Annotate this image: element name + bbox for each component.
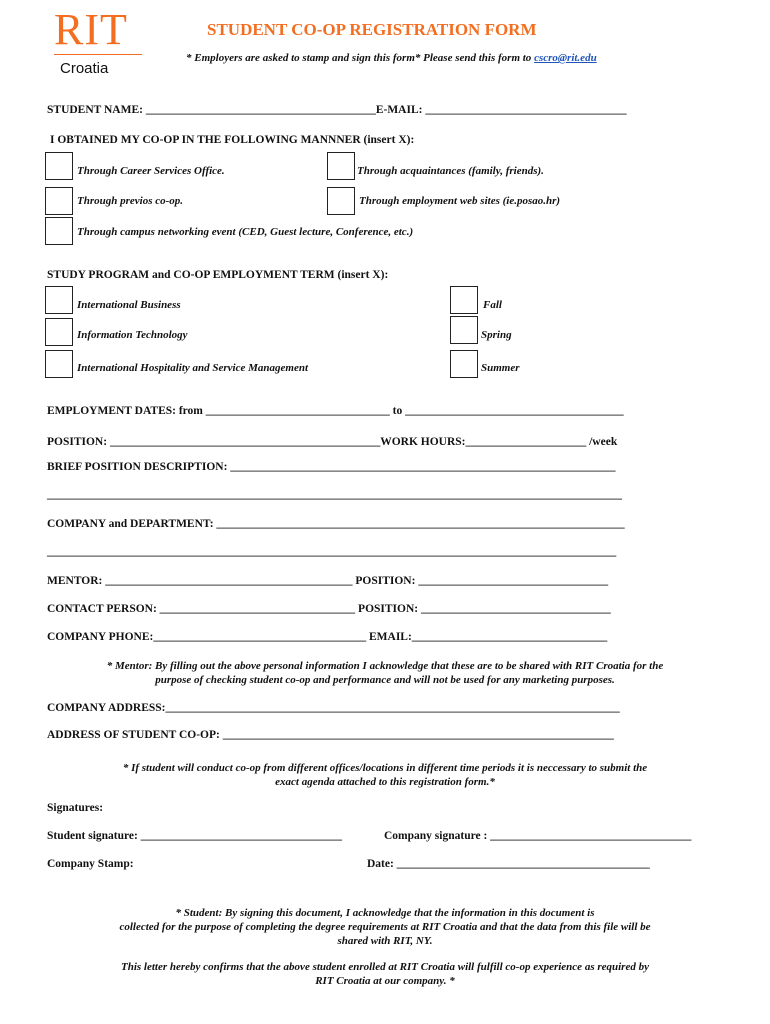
- checkbox-information-technology[interactable]: [45, 318, 73, 346]
- checkbox-campus-networking[interactable]: [45, 217, 73, 245]
- employer-note-text: * Employers are asked to stamp and sign this form* Please send this form to: [186, 52, 535, 64]
- program-international-business: International Business: [77, 299, 181, 311]
- checkbox-employment-websites[interactable]: [327, 187, 355, 215]
- checkbox-spring[interactable]: [450, 316, 478, 344]
- form-title: STUDENT CO-OP REGISTRATION FORM: [207, 20, 537, 39]
- term-summer: Summer: [481, 362, 520, 374]
- company-department-field[interactable]: COMPANY and DEPARTMENT: _______________________________________________________________________: [47, 518, 625, 530]
- student-coop-address-field[interactable]: ADDRESS OF STUDENT CO-OP: ____________________________________________________________________: [47, 729, 614, 741]
- study-program-heading: STUDY PROGRAM and CO-OP EMPLOYMENT TERM (insert X):: [47, 269, 389, 281]
- employment-dates-field[interactable]: EMPLOYMENT DATES: from ________________________________ to ______________________________________: [47, 405, 624, 417]
- agenda-note-line-1: * If student will conduct co-op from different offices/locations in different time periods it is neccessary to submit the: [122, 762, 648, 774]
- option-acquaintances: Through acquaintances (family, friends).: [357, 165, 544, 177]
- option-previous-coop: Through previos co-op.: [77, 195, 184, 207]
- brief-description-continuation[interactable]: ____________________________________________________________________________________________________: [47, 489, 622, 501]
- company-signature-field[interactable]: Company signature : ___________________________________: [384, 830, 692, 842]
- mentor-note-line-2: purpose of checking student co-op and performance and will not be used for any marketing purposes.: [155, 674, 615, 686]
- rit-logo: RIT: [54, 5, 128, 54]
- option-career-services: Through Career Services Office.: [77, 165, 225, 177]
- checkbox-career-services[interactable]: [45, 152, 73, 180]
- agenda-note: [47, 761, 723, 789]
- company-confirmation-note: [47, 960, 723, 988]
- mentor-field[interactable]: MENTOR: ___________________________________________ POSITION: _________________________________: [47, 575, 609, 587]
- program-information-technology: Information Technology: [77, 329, 188, 341]
- company-department-continuation[interactable]: ___________________________________________________________________________________________________: [47, 546, 617, 558]
- checkbox-acquaintances[interactable]: [327, 152, 355, 180]
- student-signature-field[interactable]: Student signature: ___________________________________: [47, 830, 342, 842]
- contact-person-field[interactable]: CONTACT PERSON: __________________________________ POSITION: _________________________________: [47, 603, 611, 615]
- option-employment-websites: Through employment web sites (ie.posao.hr): [359, 195, 561, 207]
- term-fall: Fall: [483, 299, 502, 311]
- student-consent-note: [47, 906, 723, 948]
- company-stamp-label: Company Stamp:: [47, 858, 134, 870]
- position-work-hours-field[interactable]: POSITION: _______________________________________________WORK HOURS:_____________________ /week: [47, 436, 618, 448]
- contact-email-link[interactable]: cscro@rit.edu: [534, 52, 597, 64]
- employer-note: [186, 52, 597, 64]
- signatures-heading: Signatures:: [47, 802, 104, 814]
- student-consent-line-2: collected for the purpose of completing the degree requirements at RIT Croatia and that the data from this file will be: [119, 921, 651, 933]
- brief-description-field[interactable]: BRIEF POSITION DESCRIPTION: ___________________________________________________________________: [47, 461, 616, 473]
- coop-source-heading: I OBTAINED MY CO-OP IN THE FOLLOWING MANNNER (insert X):: [50, 134, 415, 146]
- company-phone-field[interactable]: COMPANY PHONE:_____________________________________ EMAIL:__________________________________: [47, 631, 608, 643]
- checkbox-international-business[interactable]: [45, 286, 73, 314]
- student-consent-line-1: * Student: By signing this document, I acknowledge that the information in this document is: [175, 907, 595, 919]
- term-spring: Spring: [481, 329, 512, 341]
- checkbox-fall[interactable]: [450, 286, 478, 314]
- student-name-email-field[interactable]: STUDENT NAME: ________________________________________E-MAIL: ___________________________________: [47, 104, 627, 116]
- company-address-field[interactable]: COMPANY ADDRESS:_______________________________________________________________________________: [47, 702, 620, 714]
- confirmation-line-1: This letter hereby confirms that the above student enrolled at RIT Croatia will fulfill co-op experience as required by: [121, 961, 649, 973]
- mentor-note-line-1: * Mentor: By filling out the above personal information I acknowledge that these are to be shared with RIT Croatia for the: [106, 660, 664, 672]
- logo-divider: [54, 54, 142, 55]
- confirmation-line-2: RIT Croatia at our company. *: [315, 975, 455, 987]
- checkbox-hospitality[interactable]: [45, 350, 73, 378]
- mentor-note: [47, 659, 723, 687]
- rit-logo-subtitle: Croatia: [60, 60, 109, 77]
- program-hospitality: International Hospitality and Service Management: [77, 362, 309, 374]
- agenda-note-line-2: exact agenda attached to this registration form.*: [275, 776, 495, 788]
- student-consent-line-3: shared with RIT, NY.: [337, 935, 433, 947]
- date-field[interactable]: Date: ____________________________________________: [367, 858, 650, 870]
- option-campus-networking: Through campus networking event (CED, Guest lecture, Conference, etc.): [77, 226, 414, 238]
- checkbox-summer[interactable]: [450, 350, 478, 378]
- checkbox-previous-coop[interactable]: [45, 187, 73, 215]
